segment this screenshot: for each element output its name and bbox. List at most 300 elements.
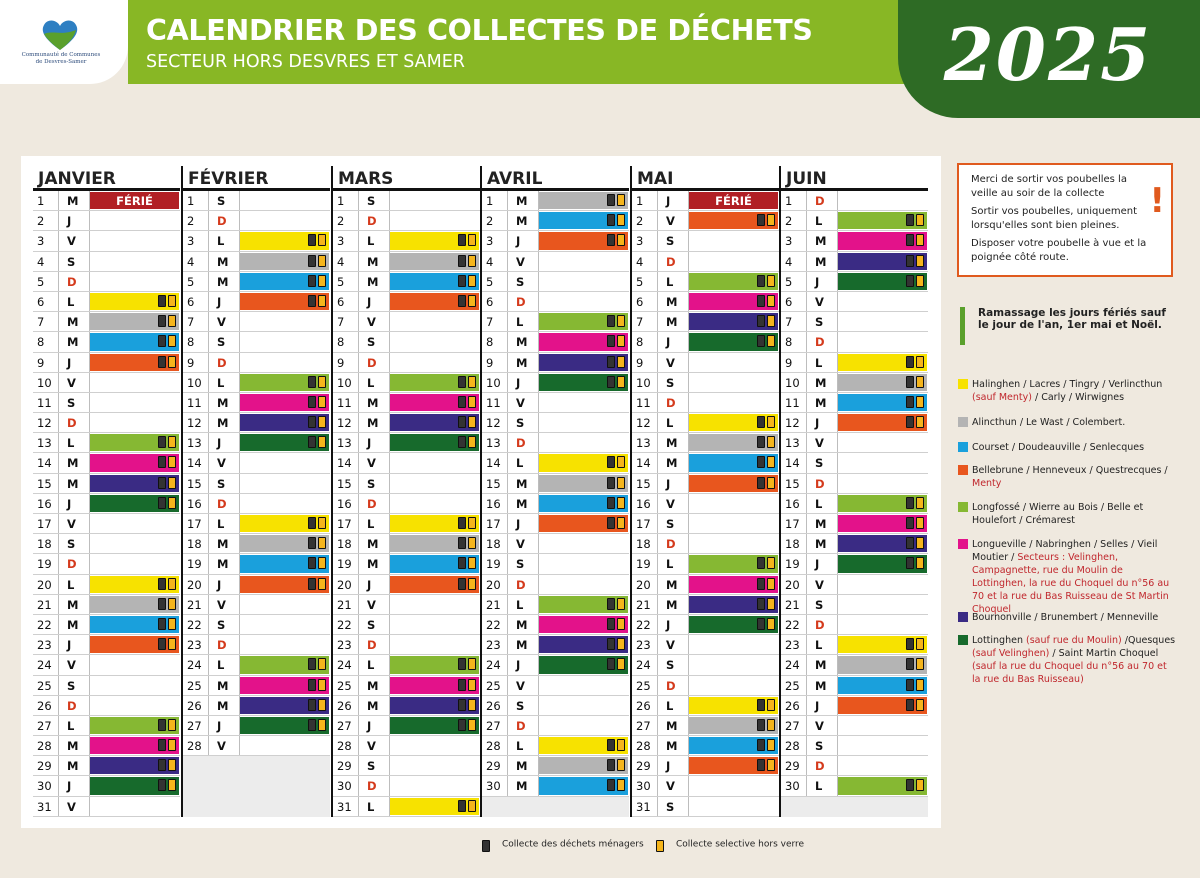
black-bin-icon [308, 376, 316, 388]
black-bin-icon [158, 335, 166, 347]
day-number: 27 [187, 718, 202, 733]
yellow-bin-icon [168, 356, 176, 368]
day-row [482, 736, 629, 756]
black-bin-icon [607, 214, 615, 226]
yellow-bin-icon [617, 477, 625, 489]
empty-cell [90, 656, 179, 673]
day-row [183, 514, 330, 534]
black-bin-icon [458, 234, 466, 246]
day-number: 25 [37, 678, 52, 693]
day-letter: J [815, 698, 820, 713]
black-bin-icon [906, 214, 914, 226]
day-row [632, 231, 779, 251]
day-row [183, 474, 330, 494]
yellow-bin-icon [168, 578, 176, 590]
day-row [632, 514, 779, 534]
day-number: 21 [37, 597, 52, 612]
day-row [482, 272, 629, 292]
day-number: 28 [337, 739, 352, 754]
collection-cell-yellow [689, 414, 778, 431]
empty-cell [90, 394, 179, 411]
collection-cell-darkgreen [539, 656, 628, 673]
day-row [482, 353, 629, 373]
day-row [333, 231, 480, 251]
empty-cell [90, 374, 179, 391]
yellow-bin-icon [617, 618, 625, 630]
black-bin-icon [757, 275, 765, 287]
yellow-bin-icon [916, 275, 924, 287]
black-bin-icon [607, 739, 615, 751]
day-row [333, 756, 480, 776]
day-row [482, 211, 629, 231]
day-row [482, 494, 629, 514]
day-letter: M [516, 496, 528, 511]
collection-cell-blue [539, 212, 628, 229]
yellow-bin-icon [916, 396, 924, 408]
day-letter: M [67, 617, 79, 632]
black-bin-icon [757, 315, 765, 327]
day-number: 18 [187, 537, 202, 552]
day-row [632, 393, 779, 413]
day-row [183, 433, 330, 453]
yellow-bin-icon [617, 214, 625, 226]
black-bin-icon [158, 739, 166, 751]
day-row [632, 332, 779, 352]
day-letter: M [217, 395, 229, 410]
yellow-bin-icon [318, 255, 326, 267]
black-bin-icon [158, 578, 166, 590]
empty-cell [90, 515, 179, 532]
empty-cell [539, 576, 628, 593]
day-letter: S [217, 335, 226, 350]
black-bin-icon [906, 396, 914, 408]
legend-swatch [958, 442, 968, 452]
empty-cell [838, 596, 927, 613]
day-row [183, 534, 330, 554]
day-letter: L [815, 779, 823, 794]
day-row [333, 575, 480, 595]
day-number: 8 [785, 335, 793, 350]
black-bin-icon [308, 275, 316, 287]
empty-cell [539, 717, 628, 734]
day-number: 7 [37, 315, 45, 330]
empty-cell [539, 273, 628, 290]
day-letter: S [666, 517, 675, 531]
black-bin-icon [757, 739, 765, 751]
day-number: 8 [187, 335, 195, 350]
collection-cell-yellow [539, 454, 628, 471]
day-letter: V [217, 315, 226, 330]
collection-cell-gray [539, 757, 628, 774]
day-letter: J [367, 294, 372, 309]
day-row [33, 595, 180, 615]
day-letter: M [815, 517, 827, 531]
collection-cell-orange [689, 475, 778, 492]
day-row [632, 252, 779, 272]
yellow-bin-icon [617, 779, 625, 791]
black-bin-icon [607, 477, 615, 489]
day-letter: S [516, 274, 525, 289]
yellow-bin-icon [916, 679, 924, 691]
black-bin-icon [757, 477, 765, 489]
collection-cell-gray [90, 313, 179, 330]
logo-text: Communauté de Communes de Desvres-Samer [21, 52, 101, 65]
day-letter: J [367, 577, 372, 592]
day-number: 6 [187, 294, 195, 309]
day-row [183, 736, 330, 756]
day-row [632, 353, 779, 373]
yellow-bin-icon [168, 456, 176, 468]
yellow-bin-icon [767, 335, 775, 347]
day-row [632, 696, 779, 716]
holiday-cell: FÉRIÉ [90, 192, 179, 209]
yellow-bin-icon [318, 436, 326, 448]
yellow-bin-icon [617, 356, 625, 368]
black-bin-icon [757, 598, 765, 610]
holiday-cell: FÉRIÉ [689, 192, 778, 209]
collection-cell-blue [689, 737, 778, 754]
day-row [33, 231, 180, 251]
month-1 [181, 166, 330, 817]
day-number: 18 [37, 537, 52, 552]
collection-cell-orange [90, 636, 179, 653]
day-row [632, 433, 779, 453]
day-letter: S [666, 375, 675, 390]
day-number: 23 [37, 638, 52, 653]
black-bin-icon [607, 517, 615, 529]
day-number: 15 [636, 476, 651, 491]
day-number: 30 [486, 779, 501, 794]
black-bin-icon [158, 779, 166, 791]
empty-cell [689, 636, 778, 653]
day-letter: M [815, 234, 827, 249]
day-letter: M [217, 274, 229, 289]
yellow-bin-icon [617, 759, 625, 771]
black-bin-icon [607, 658, 615, 670]
day-letter: M [67, 476, 79, 491]
day-row [632, 595, 779, 615]
day-letter: D [217, 638, 227, 653]
day-row [482, 312, 629, 332]
day-letter: L [217, 658, 225, 673]
day-letter: J [666, 194, 671, 208]
black-bin-icon [906, 234, 914, 246]
empty-cell [539, 394, 628, 411]
day-row [183, 676, 330, 696]
day-row [632, 312, 779, 332]
day-letter: L [516, 739, 524, 754]
day-row [33, 453, 180, 473]
day-row [632, 716, 779, 736]
day-number: 1 [636, 194, 644, 208]
day-number: 26 [337, 698, 352, 713]
yellow-bin-icon [318, 658, 326, 670]
day-row [33, 575, 180, 595]
page-subtitle: SECTEUR HORS DESVRES ET SAMER [146, 52, 465, 72]
yellow-bin-icon [617, 456, 625, 468]
collection-cell-lightgreen [90, 717, 179, 734]
empty-cell [90, 535, 179, 552]
black-bin-icon [158, 456, 166, 468]
yellow-bin-icon [767, 295, 775, 307]
day-number: 14 [37, 456, 52, 471]
month-name: JUIN [781, 166, 928, 191]
yellow-bin-icon [318, 699, 326, 711]
day-row [482, 373, 629, 393]
collection-cell-purple [539, 636, 628, 653]
collection-cell-blue [689, 454, 778, 471]
day-number: 18 [636, 537, 651, 552]
yellow-bin-icon [617, 234, 625, 246]
yellow-bin-icon [617, 598, 625, 610]
yellow-bin-icon [617, 194, 625, 206]
day-number: 7 [785, 315, 793, 330]
day-row [781, 756, 928, 776]
day-row [333, 696, 480, 716]
yellow-bin-icon [318, 679, 326, 691]
black-bin-icon [906, 658, 914, 670]
yellow-bin-icon [767, 759, 775, 771]
black-bin-icon [308, 699, 316, 711]
collection-cell-purple [390, 697, 479, 714]
collection-cell-lightgreen [390, 656, 479, 673]
black-bin-icon [906, 779, 914, 791]
day-letter: M [815, 658, 827, 673]
day-row [482, 595, 629, 615]
day-number: 22 [37, 617, 52, 632]
empty-cell [539, 414, 628, 431]
yellow-bin-icon [468, 234, 476, 246]
collection-cell-yellow [240, 515, 329, 532]
yellow-bin-icon [468, 416, 476, 428]
day-row [33, 353, 180, 373]
collection-cell-orange [90, 354, 179, 371]
day-number: 1 [337, 194, 345, 208]
black-bin-icon [158, 295, 166, 307]
collection-cell-orange [539, 515, 628, 532]
empty-cell [240, 454, 329, 471]
day-letter: S [666, 658, 675, 673]
yellow-bin-icon [916, 517, 924, 529]
collection-cell-darkgreen [390, 717, 479, 734]
day-row [333, 534, 480, 554]
collection-cell-orange [240, 576, 329, 593]
day-number: 15 [486, 476, 501, 491]
day-letter: S [815, 456, 824, 471]
day-letter: V [516, 678, 525, 693]
empty-cell [240, 495, 329, 512]
day-number: 20 [187, 577, 202, 592]
collection-cell-gray [838, 656, 927, 673]
day-number: 5 [636, 274, 644, 289]
collection-cell-blue [240, 273, 329, 290]
day-letter: V [67, 234, 76, 249]
empty-cell [539, 555, 628, 572]
black-bin-icon [458, 537, 466, 549]
day-row [482, 433, 629, 453]
day-letter: D [367, 779, 377, 794]
page-title: CALENDRIER DES COLLECTES DE DÉCHETS [146, 14, 813, 47]
day-row [183, 292, 330, 312]
day-letter: J [217, 294, 222, 309]
day-row [33, 615, 180, 635]
day-letter: J [516, 658, 521, 673]
day-row [781, 797, 928, 817]
day-number: 9 [785, 355, 793, 370]
day-number: 5 [785, 274, 793, 289]
collection-cell-darkgreen [838, 555, 927, 572]
black-bin-icon [308, 255, 316, 267]
day-number: 3 [337, 234, 345, 249]
day-row [781, 373, 928, 393]
day-row [482, 393, 629, 413]
day-number: 23 [187, 638, 202, 653]
day-row [33, 312, 180, 332]
black-bin-icon [607, 234, 615, 246]
day-number: 6 [37, 294, 45, 309]
day-row [781, 655, 928, 675]
empty-cell [90, 414, 179, 431]
day-row [333, 332, 480, 352]
day-row [183, 413, 330, 433]
black-bin-icon [757, 335, 765, 347]
black-bin-icon [158, 315, 166, 327]
day-row [781, 776, 928, 796]
day-number: 1 [486, 194, 494, 208]
day-letter: D [815, 617, 825, 632]
black-bin-icon [308, 517, 316, 529]
black-bin-icon [308, 234, 316, 246]
day-row [781, 736, 928, 756]
yellow-bin-icon [168, 598, 176, 610]
day-number: 4 [785, 254, 793, 269]
day-row [333, 776, 480, 796]
collection-cell-magenta [539, 333, 628, 350]
day-letter: V [666, 355, 675, 370]
black-bin-icon [482, 840, 490, 852]
day-letter: V [516, 537, 525, 552]
day-row [482, 635, 629, 655]
day-number: 30 [337, 779, 352, 794]
yellow-bin-icon [767, 275, 775, 287]
collection-cell-darkgreen [240, 434, 329, 451]
yellow-bin-icon [767, 739, 775, 751]
empty-cell [689, 232, 778, 249]
day-row [333, 474, 480, 494]
day-row [333, 797, 480, 817]
black-bin-icon [308, 416, 316, 428]
empty-cell [838, 737, 927, 754]
collection-cell-lightgreen [689, 273, 778, 290]
collection-cell-darkgreen [539, 374, 628, 391]
yellow-bin-icon [468, 679, 476, 691]
empty-cell [390, 737, 479, 754]
black-bin-icon [458, 416, 466, 428]
day-number: 3 [486, 234, 494, 249]
day-letter: V [367, 456, 376, 471]
day-letter: M [67, 739, 79, 754]
day-letter: M [67, 759, 79, 774]
day-letter: L [67, 436, 75, 451]
day-letter: M [666, 294, 678, 309]
day-letter: M [217, 537, 229, 552]
day-letter: L [815, 355, 823, 370]
empty-cell [390, 354, 479, 371]
yellow-bin-icon [168, 719, 176, 731]
collection-cell-gray [539, 475, 628, 492]
black-bin-icon [458, 376, 466, 388]
day-letter: D [67, 274, 77, 289]
day-row [632, 756, 779, 776]
black-bin-icon [906, 376, 914, 388]
day-letter: S [217, 194, 226, 208]
day-number: 4 [636, 254, 644, 269]
empty-cell [390, 313, 479, 330]
yellow-bin-icon [318, 234, 326, 246]
black-bin-icon [158, 436, 166, 448]
day-number: 16 [337, 496, 352, 511]
yellow-bin-icon [916, 497, 924, 509]
day-row [781, 413, 928, 433]
black-bin-icon [158, 759, 166, 771]
black-bin-icon [906, 557, 914, 569]
day-letter: M [67, 456, 79, 471]
empty-cell [240, 596, 329, 613]
day-letter: L [516, 597, 524, 612]
day-letter: V [815, 294, 824, 309]
day-letter: D [815, 335, 825, 350]
collection-cell-lightgreen [539, 596, 628, 613]
day-number: 28 [187, 739, 202, 754]
day-row [781, 332, 928, 352]
day-number: 16 [187, 496, 202, 511]
day-number: 22 [337, 617, 352, 632]
day-row [33, 655, 180, 675]
day-number: 21 [337, 597, 352, 612]
day-row [781, 191, 928, 211]
collection-cell-purple [539, 354, 628, 371]
day-number: 18 [785, 537, 800, 552]
instruction-line: Sortir vos poubelles, uniquement lorsqu'elles sont bien pleines. [971, 206, 1138, 231]
day-letter: S [217, 617, 226, 632]
empty-cell [689, 656, 778, 673]
black-bin-icon [607, 356, 615, 368]
day-number: 28 [636, 739, 651, 754]
collection-cell-darkgreen [390, 434, 479, 451]
day-row [632, 373, 779, 393]
collection-cell-gray [689, 434, 778, 451]
collection-cell-blue [90, 616, 179, 633]
day-letter: D [666, 678, 676, 693]
yellow-bin-icon [916, 779, 924, 791]
day-letter: S [815, 315, 824, 330]
day-number: 27 [486, 718, 501, 733]
day-number: 26 [187, 698, 202, 713]
black-bin-icon [906, 275, 914, 287]
collection-cell-blue [539, 495, 628, 512]
yellow-bin-icon [168, 295, 176, 307]
day-letter: S [67, 678, 76, 693]
black-bin-icon [607, 456, 615, 468]
day-number: 22 [785, 617, 800, 632]
day-row [482, 453, 629, 473]
day-number: 7 [337, 315, 345, 330]
day-number: 22 [636, 617, 651, 632]
day-number: 12 [636, 416, 651, 431]
day-number: 3 [636, 234, 644, 249]
day-number: 29 [37, 759, 52, 774]
day-letter: D [67, 416, 77, 431]
